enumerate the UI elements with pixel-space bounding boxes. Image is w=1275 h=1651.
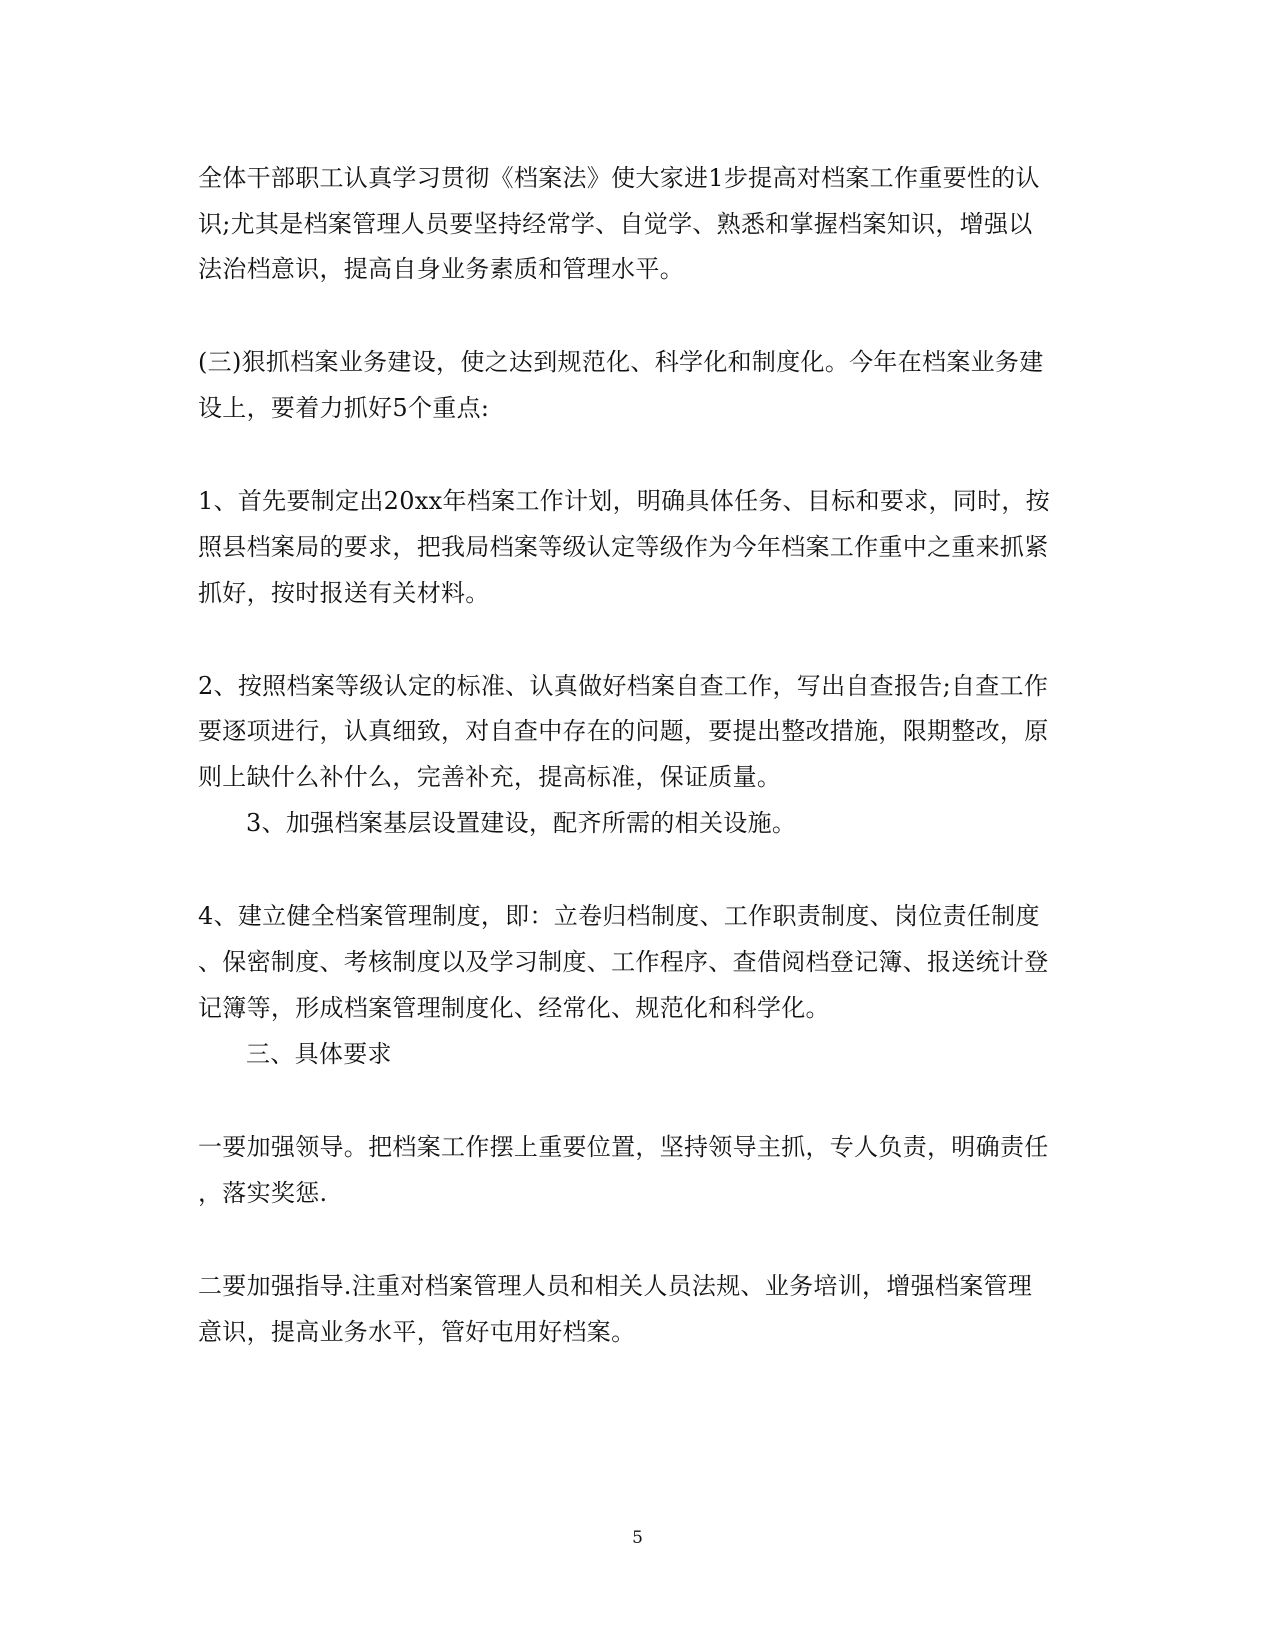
- paragraph-line: 3、加强档案基层设置建设，配齐所需的相关设施。: [246, 809, 797, 837]
- paragraph-line: 设上，要着力抓好5个重点:: [198, 394, 490, 422]
- paragraph-line: 全体干部职工认真学习贯彻《档案法》使大家进1步提高对档案工作重要性的认: [198, 164, 1040, 192]
- paragraph-line: 1、首先要制定出20xx年档案工作计划，明确具体任务、目标和要求，同时，按: [198, 487, 1050, 515]
- paragraph-line: 抓好，按时报送有关材料。: [198, 579, 490, 607]
- paragraph-line: ，落实奖惩.: [198, 1179, 328, 1207]
- paragraph-line: 4、建立健全档案管理制度，即：立卷归档制度、工作职责制度、岗位责任制度: [198, 902, 1040, 930]
- paragraph-line: 意识，提高业务水平，管好屯用好档案。: [198, 1318, 636, 1346]
- paragraph-line: 则上缺什么补什么，完善补充，提高标准，保证质量。: [198, 763, 782, 791]
- paragraph-line: 要逐项进行，认真细致，对自查中存在的问题，要提出整改措施，限期整改，原: [198, 717, 1049, 745]
- section-heading-text: 三、具体要求: [246, 1040, 392, 1068]
- paragraph-line: 、保密制度、考核制度以及学习制度、工作程序、查借阅档登记簿、报送统计登: [198, 948, 1049, 976]
- page-number: 5: [632, 1528, 643, 1548]
- paragraph-line: 二要加强指导.注重对档案管理人员和相关人员法规、业务培训，增强档案管理: [198, 1272, 1033, 1300]
- paragraph-line: 照县档案局的要求，把我局档案等级认定等级作为今年档案工作重中之重来抓紧: [198, 533, 1049, 561]
- paragraph-line: 记簿等，形成档案管理制度化、经常化、规范化和科学化。: [198, 994, 830, 1022]
- paragraph-line: 法治档意识，提高自身业务素质和管理水平。: [198, 255, 684, 283]
- paragraph-line: (三)狠抓档案业务建设，使之达到规范化、科学化和制度化。今年在档案业务建: [198, 348, 1044, 376]
- paragraph-line: 2、按照档案等级认定的标准、认真做好档案自查工作，写出自查报告;自查工作: [198, 672, 1049, 700]
- paragraph-line: 一要加强领导。把档案工作摆上重要位置，坚持领导主抓，专人负责，明确责任: [198, 1133, 1049, 1161]
- paragraph-line: 识;尤其是档案管理人员要坚持经常学、自觉学、熟悉和掌握档案知识，增强以: [198, 210, 1033, 238]
